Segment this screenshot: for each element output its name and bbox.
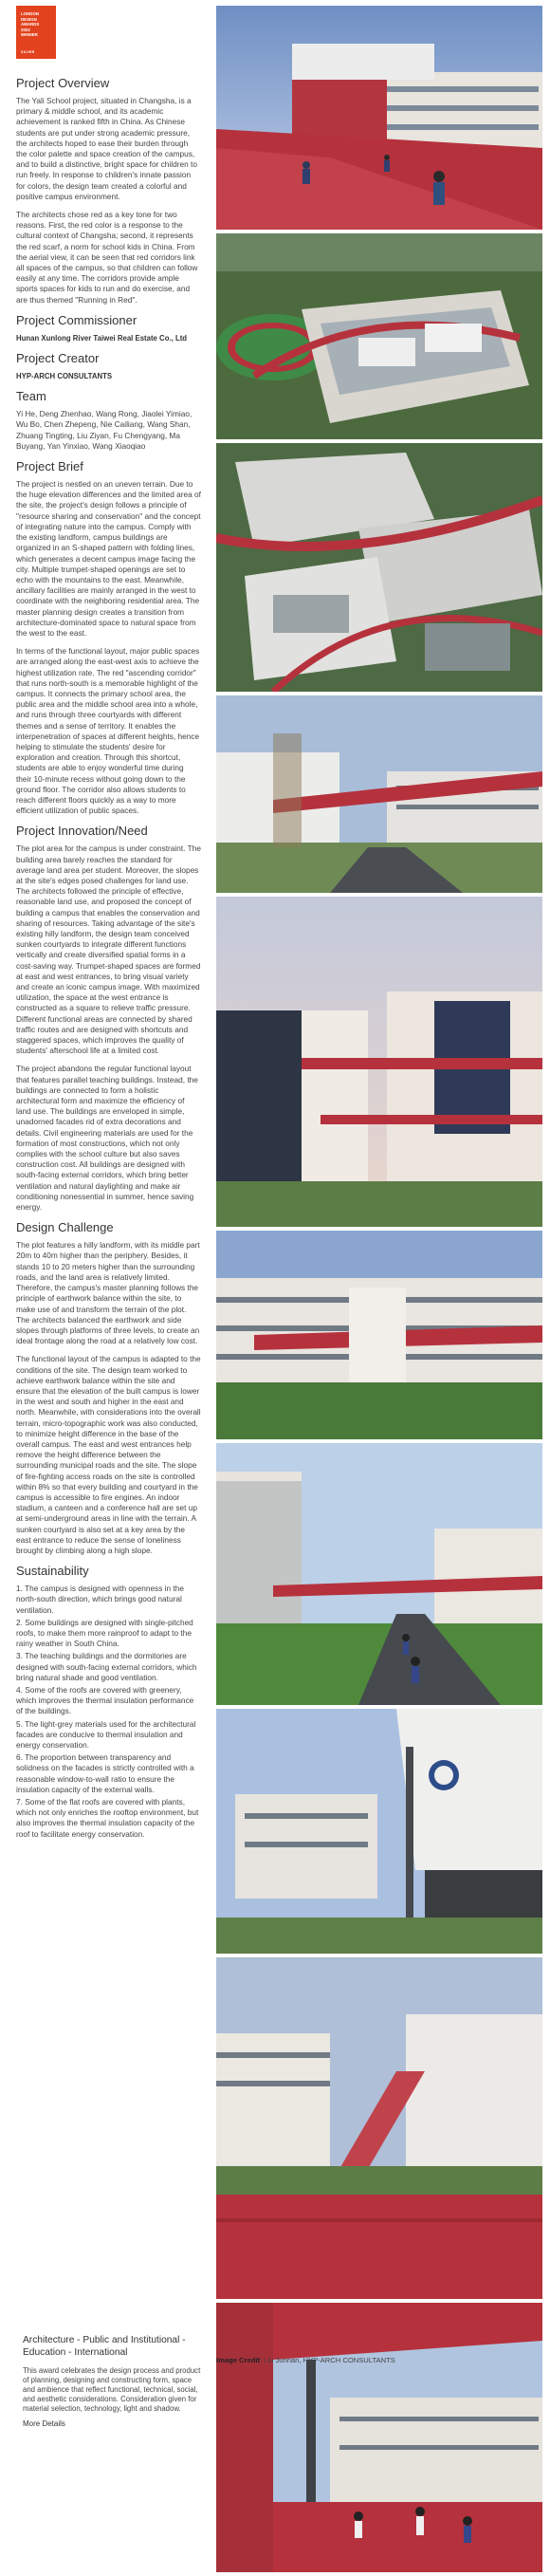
photo-courtyard-bridges[interactable] — [216, 897, 542, 1227]
text-column — [16, 6, 201, 1844]
more-details-link[interactable]: More Details — [23, 2419, 65, 2428]
award-description: This award celebrates the design process and product of planning, designing and constructing form, space and ambience that reflect functional, technical, social, and aesthetic considerations. Consideration given for material selection, technology, light and shadow. — [23, 2366, 201, 2413]
team-members: Yi He, Deng Zhenhao, Wang Rong, Jiaolei Yimiao, Wu Bo, Chen Zhepeng, Nie Cailiang, Wang Shan, Zhuang Tingting, Liu Ziyan, Fu Chengyang, Ma Buyang, Yan Yinxiao, Wang Xiaoqiao — [16, 409, 192, 451]
sustainability-section — [16, 1564, 201, 1840]
team-title: Team — [16, 389, 46, 404]
innovation-section — [16, 824, 201, 1213]
badge-line1: LONDON — [21, 11, 40, 16]
creator-name: HYP-ARCH CONSULTANTS — [16, 372, 113, 381]
award-category: Architecture - Public and Institutional - Education - International — [23, 2335, 186, 2358]
sustainability-title: Sustainability — [16, 1564, 89, 1579]
badge-label: WINNER — [21, 32, 38, 38]
sustainability-item: 2. Some buildings are designed with single-pitched roofs, to make them more rainproof to adapt to the rainy weather in South China. — [16, 1617, 193, 1649]
innovation-paragraph: The plot area for the campus is under constraint. The building area barely reaches the standard for average land area per student. Moreover, the slopes at the site's edges posed challenges for land use. The architects followed the principle of effective, reasonable land use, and proposed the concept of building a campus that enables the conservation and sharing of resources. Taking advantage of the site's existing hilly landform, the design team conceived sunken courtyards to integrate different functions vertically and create diversified spatial forms in a cost-saving way. Trumpet-shaped spaces are formed at east and west entrances, to bring visual variety and create an iconic campus image. With maximized utilization, the space at the west entrance is constructed as a square to relieve traffic pressure. Different functional areas are connected by shared traffic routes and are designed with shortcuts and staggered spaces, which improves the quality of students' afterschool life at a limited cost. — [16, 843, 201, 1056]
sustainability-item: 6. The proportion between transparency and solidness on the facades is strictly controlled with a reasonable window-to-wall ratio to ensure the insulation capacity of the external walls. — [16, 1752, 194, 1794]
image-credit-value: : Liu Junnan, HYP-ARCH CONSULTANTS — [260, 2356, 395, 2364]
award-footer — [23, 2334, 535, 2431]
brief-paragraph: In terms of the functional layout, major public spaces are arranged along the east-west axis to achieve the highest utilization rate. The red "ascending corridor" that runs north-south is a memorable highlight of the campus. It connects the primary school area, the public area and the middle school area into a whole, and runs through three courtyards with different themes and a sense of territory. It enables the interpenetration of spaces at different heights, hence helping to stimulate the students' desire for exploration and creation. Through this shortcut, students are able to enjoy wonderful time during their 10-minute recess without going down to the ground floor. The corridor also allows students to reach different floors quickly as a way to more efficient utilization of public spaces. — [16, 646, 200, 816]
badge-year: 2022 — [21, 27, 30, 32]
innovation-paragraph: The project abandons the regular functional layout that features parallel teaching buildings. Instead, the buildings are connected to form a holistic architectural form and maximize the efficiency of land use. The buildings are enveloped in simple, unadorned facades rid of extra decorations and details. Civil engineering materials are used for the formation of most constructions, which not only complies with the school culture but also saves construction cost. All buildings are designed with south-facing external corridors, which bring better ventilation and natural daylighting and make air conditioning nonessential in summer, hence saving energy. — [16, 1064, 198, 1213]
brief-section — [16, 459, 201, 816]
badge-tag: SILVER — [21, 50, 35, 55]
sustainability-item: 5. The light-grey materials used for the architectural facades are conducive to thermal insulation and energy conservation. — [16, 1718, 196, 1751]
sustainability-item: 4. Some of the roofs are covered with greenery, which improves the thermal insulation performance of the buildings. — [16, 1685, 194, 1716]
image-credit-label: Image Credit — [216, 2356, 260, 2364]
photo-column — [216, 6, 542, 2576]
sustainability-item: 1. The campus is designed with openness in the north-south direction, which brings good natural ventilation. — [16, 1584, 184, 1615]
sustainability-item: 3. The teaching buildings and the dormitories are designed with south-facing external corridors, which bring natural shade and good ventilation. — [16, 1651, 197, 1682]
award-badge — [16, 6, 56, 59]
team-section — [16, 389, 201, 452]
challenge-paragraph: The functional layout of the campus is adapted to the conditions of the site. The design team worked to achieve earthwork balance within the site and ensure that the elevation of the built campus is lower in the west and south and higher in the east and north. Meanwhile, with considerations into the overall terrain, micro-topographic work was also conducted, to minimize height difference in the base of the overall campus. The east and west entrances help remove the height difference between the surrounding municipal roads and the site. The slope of fire-fighting access roads on the site is controlled within 8% so that every building and courtyard in the campus is accessible to fire engines. An indoor stadium, a canteen and a conference hall are set up at semi-underground areas in line with the terrain. A sunken courtyard is also set at a key area by the east entrance to reduce the sense of loneliness brought by climbing along a high slope. — [16, 1354, 201, 1555]
commissioner-section — [16, 313, 201, 343]
photo-aerial-campus-field[interactable] — [216, 233, 542, 439]
photo-red-stairs[interactable] — [216, 1957, 542, 2299]
creator-title: Project Creator — [16, 351, 100, 366]
photo-entrance-canopy[interactable] — [216, 1709, 542, 1954]
overview-paragraph: The Yali School project, situated in Changsha, is a primary & middle school, and its academic achievement is ranked fifth in China. As Chinese students are put under strong academic pressure, the architects hoped to ease their burden through the color palette and space creation of the campus, and to build a distinctive, bright space for children to run freely. In response to children's innate passion for colors, the design team created a colorful and positive campus environment. — [16, 96, 197, 201]
overview-paragraph: The architects chose red as a key tone for two reasons. First, the red color is a response to the cultural context of Changsha; second, it represents the red scarf, a norm for school kids in China. From the aerial view, it can be seen that red corridors link all spaces of the campus, so that children can follow easily at any time. The corridors provide ample sports spaces for kids to run and do exercise, and are thus themed "Running in Red". — [16, 210, 198, 305]
innovation-title: Project Innovation/Need — [16, 824, 148, 839]
challenge-section — [16, 1220, 201, 1556]
photo-building-lawn[interactable] — [216, 1231, 542, 1439]
photo-kids-running-path[interactable] — [216, 1443, 542, 1705]
image-credit — [216, 2356, 395, 2364]
overview-title: Project Overview — [16, 76, 110, 90]
brief-title: Project Brief — [16, 459, 83, 474]
creator-section — [16, 351, 201, 381]
challenge-title: Design Challenge — [16, 1220, 114, 1235]
badge-line3: AWARDS — [21, 22, 40, 28]
overview-section — [16, 76, 201, 306]
sustainability-item: 7. Some of the flat roofs are covered with plants, which not only enriches the rooftop environment, but also improves the thermal insulation capacity of the roof to facilitate energy conservation. — [16, 1797, 199, 1839]
photo-red-bridge-road[interactable] — [216, 695, 542, 893]
challenge-paragraph: The plot features a hilly landform, with its middle part 20m to 40m higher than the periphery. Besides, it stands 10 to 20 meters higher than the surrounding roads, and the land area is relatively limited. Therefore, the campus's master planning follows the principle of earthwork balance within the site, to make use of and transform the terrain of the plot. The architects balanced the earthwork and side slopes through platforms of three levels, to create an ideal frontage along the road at a relatively low cost. — [16, 1240, 200, 1346]
photo-campus-red-plaza[interactable] — [216, 6, 542, 230]
commissioner-name: Hunan Xunlong River Taiwei Real Estate Co., Ltd — [16, 333, 188, 343]
photo-aerial-roofs[interactable] — [216, 443, 542, 692]
badge-line2: DESIGN — [21, 16, 37, 22]
commissioner-title: Project Commissioner — [16, 312, 138, 327]
brief-paragraph: The project is nestled on an uneven terrain. Due to the huge elevation differences and the limited area of the site, the project's design follows a principle of "resource sharing and conservation" and the concept of integrating nature into the campus. Comply with the existing landform, campus buildings are organized in an S-shaped pattern with folding lines, which generates a decent campus image facing the city. Multiple trumpet-shaped openings are set to echo with the mountains to the east. Meanwhile, ancillary facilities are mainly arranged in the west to coordinate with the neighboring residential area. The master planning design creates a transition from architecture-dominated space to natural space from the west to the east. — [16, 479, 201, 638]
